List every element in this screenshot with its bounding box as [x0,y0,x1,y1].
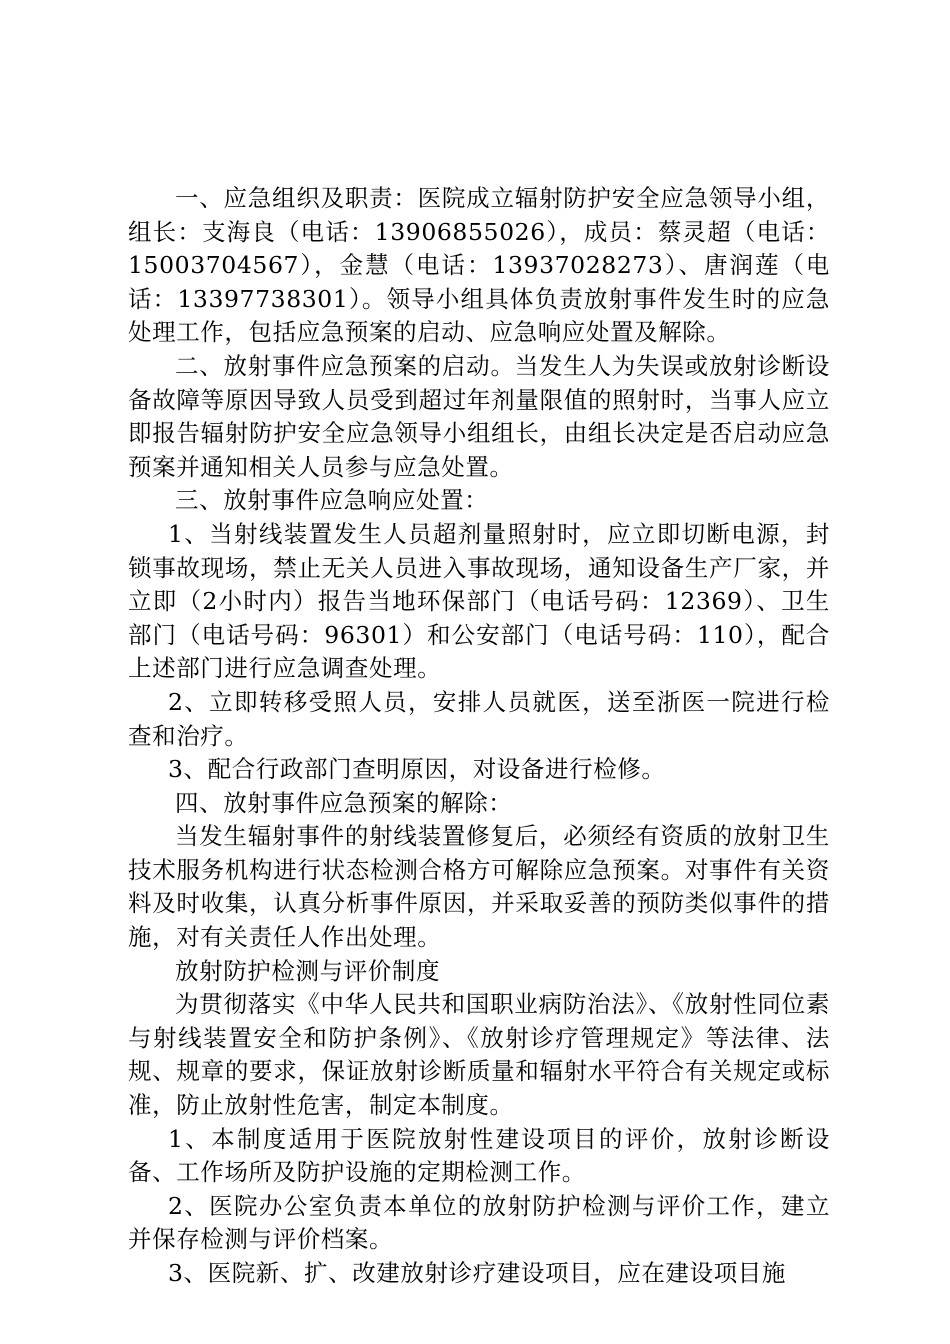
paragraph-inspection-item-3: 3、医院新、扩、改建放射诊疗建设项目，应在建设项目施 [167,1259,786,1287]
paragraph-response-item-3: 3、配合行政部门查明原因，对设备进行检修。 [167,755,666,784]
paragraph-response-heading: 三、放射事件应急响应处置： [175,486,489,515]
paragraph-plan-activation: 二、放射事件应急预案的启动。当发生人为失误或放射诊断设备故障等原因导致人员受到超过年剂量限值的照射时，当事人应立即报告辐射防护安全应急领导小组组长，由组长决定是否启动应急预案并通知相关人员参与应急处置。 [128,351,830,481]
paragraph-inspection-item-2: 2、医院办公室负责本单位的放射防护检测与评价工作，建立并保存检测与评价档案。 [128,1191,830,1254]
section-title-inspection-system: 放射防护检测与评价制度 [175,956,441,985]
paragraph-emergency-organization: 一、应急组织及职责：医院成立辐射防护安全应急领导小组，组长：支海良（电话：13906855026），成员：蔡灵超（电话：15003704567），金慧（电话：13937028273）、唐润莲（电话：13397738301）。领导小组具体负责放射事件发生时的应急处理工作，包括应急预案的启动、应急响应处置及解除。 [128,184,830,347]
document-body [128,182,830,1291]
paragraph-response-item-2: 2、立即转移受照人员，安排人员就医，送至浙医一院进行检查和治疗。 [128,687,830,750]
paragraph-inspection-item-1: 1、本制度适用于医院放射性建设项目的评价，放射诊断设备、工作场所及防护设施的定期检测工作。 [128,1124,830,1187]
paragraph-response-item-1: 1、当射线装置发生人员超剂量照射时，应立即切断电源，封锁事故现场，禁止无关人员进入事故现场，通知设备生产厂家，并立即（2小时内）报告当地环保部门（电话号码：12369）、卫生部门（电话号码：96301）和公安部门（电话号码：110），配合上述部门进行应急调查处理。 [128,519,830,683]
paragraph-inspection-intro: 为贯彻落实《中华人民共和国职业病防治法》、《放射性同位素与射线装置安全和防护条例》、《放射诊疗管理规定》等法律、法规、规章的要求，保证放射诊断质量和辐射水平符合有关规定或标准，防止放射性危害，制定本制度。 [128,990,830,1120]
paragraph-plan-release-body: 当发生辐射事件的射线装置修复后，必须经有资质的放射卫生技术服务机构进行状态检测合格方可解除应急预案。对事件有关资料及时收集，认真分析事件原因，并采取妥善的预防类似事件的措施，对有关责任人作出处理。 [128,822,830,952]
paragraph-plan-release-heading: 四、放射事件应急预案的解除： [175,788,513,817]
